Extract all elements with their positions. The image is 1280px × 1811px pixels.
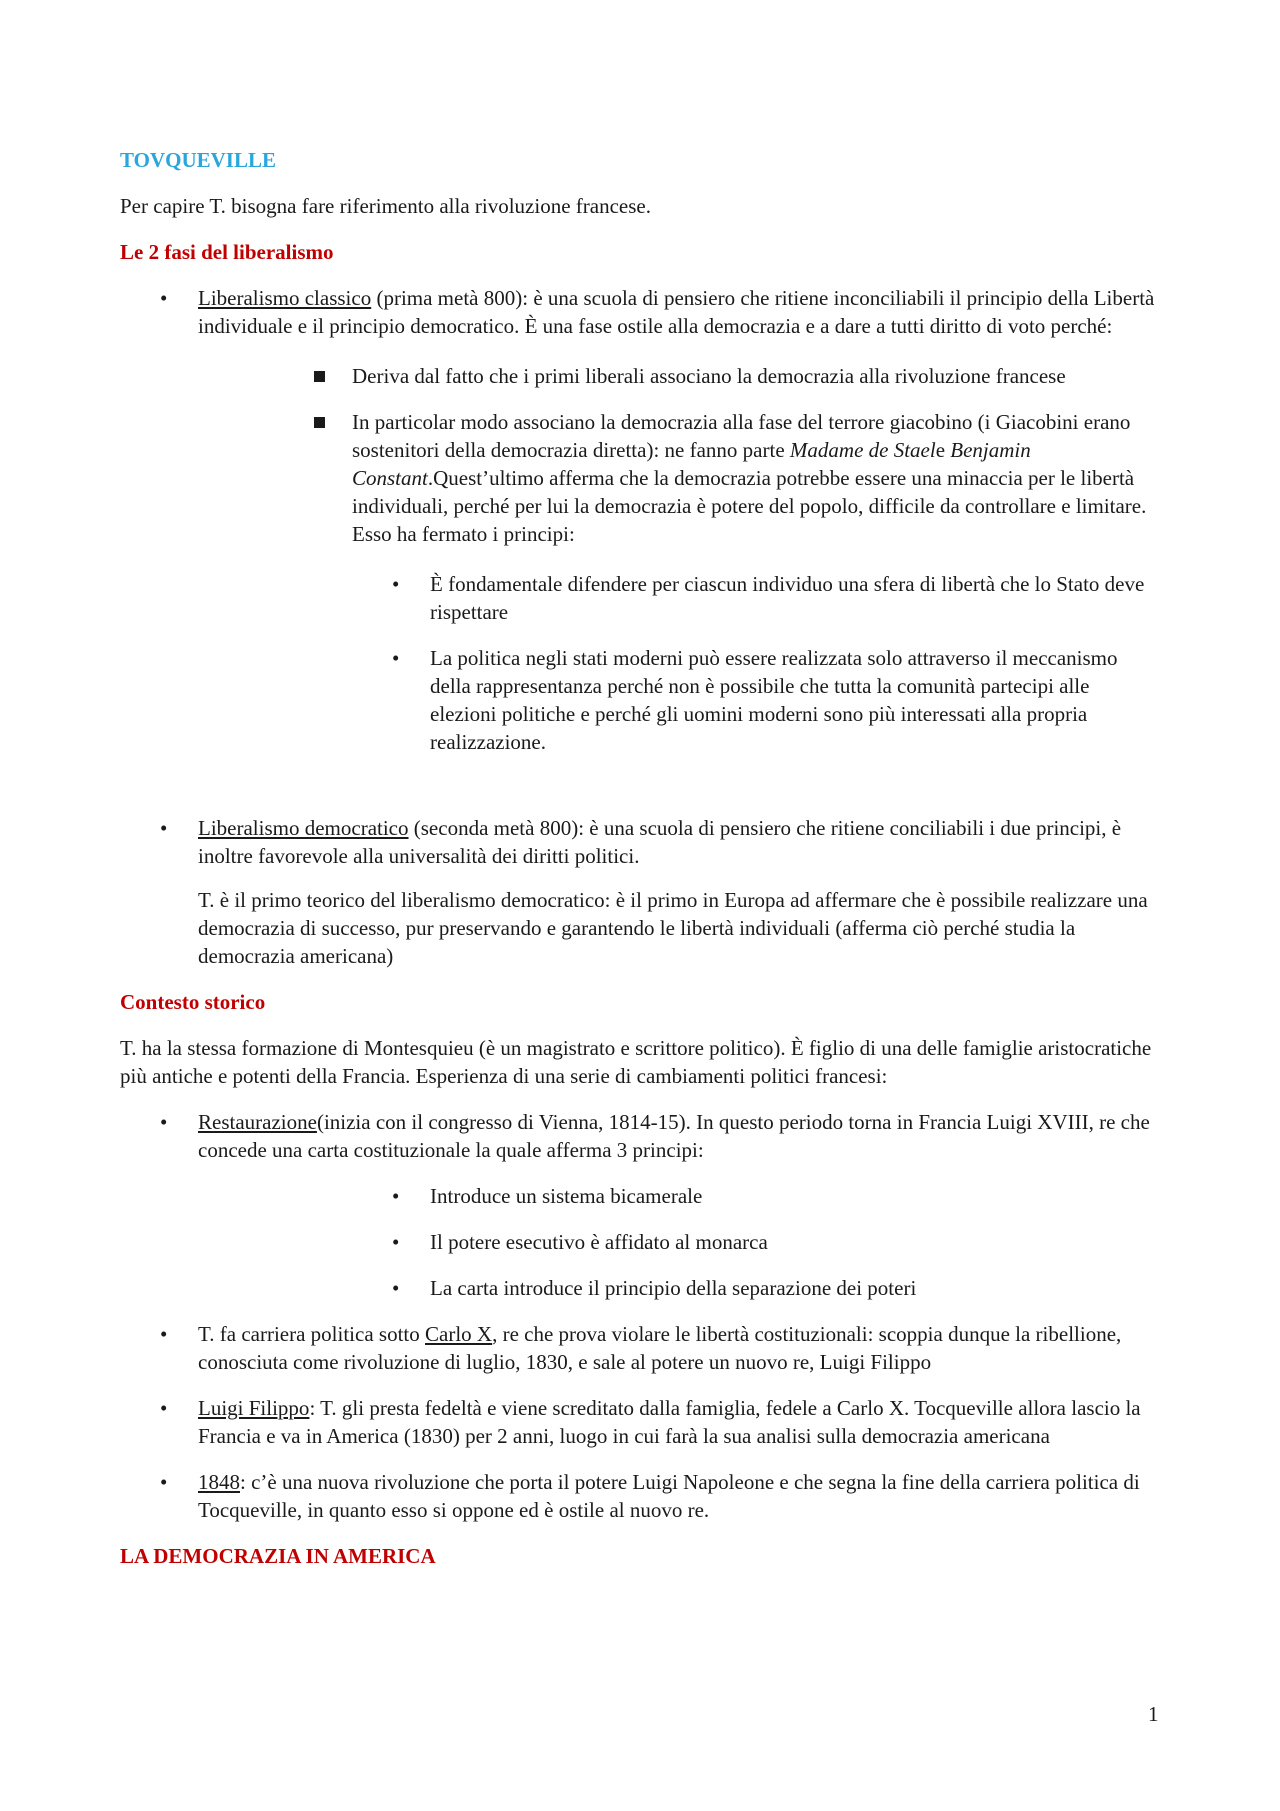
filippo-text: : T. gli presta fedeltà e viene screditato dalla famiglia, fedele a Carlo X. Tocqueville allora lascio la Francia e va in America (1830) per 2 anni, luogo in cui farà la sua analisi sulla democrazia americana xyxy=(198,1396,1141,1448)
document-title: TOVQUEVILLE xyxy=(120,148,276,172)
list-item-filippo xyxy=(198,1394,1160,1450)
section-heading-democrazia: LA DEMOCRAZIA IN AMERICA xyxy=(120,1544,436,1568)
carta-principle-item: • Il potere esecutivo è affidato al monarca xyxy=(430,1228,1160,1256)
carlo-text: , re che prova violare le libertà costituzionali: scoppia dunque la ribellione, conosciuta come rivoluzione di luglio, 1830, e sale al potere un nuovo re, Luigi Filippo xyxy=(198,1322,1122,1374)
sub-item-terrore xyxy=(352,408,1160,756)
section-heading-fasi: Le 2 fasi del liberalismo xyxy=(120,240,334,264)
section-heading-contesto: Contesto storico xyxy=(120,990,266,1014)
terrore-text-b: e xyxy=(935,438,951,462)
democratic-paragraph: T. è il primo teorico del liberalismo democratico: è il primo in Europa ad affermare che è possibile realizzare una democrazia di successo, pur preservando e garantendo le libertà individuali (afferma ciò perché studia la democrazia americana) xyxy=(198,888,1148,968)
liberalism-list xyxy=(120,284,1160,756)
principle-item: • La politica negli stati moderni può essere realizzata solo attraverso il meccanismo della rappresentanza perché non è possibile che tutta la comunità partecipi alle elezioni politiche e perché gli uomini moderni sono più interessati alla propria realizzazione. xyxy=(430,644,1160,756)
page-number: 1 xyxy=(1148,1702,1159,1726)
liberalism-list-2 xyxy=(120,814,1160,970)
contesto-paragraph: T. ha la stessa formazione di Montesquieu (è un magistrato e scrittore politico). È figlio di una delle famiglie aristocratiche più antiche e potenti della Francia. Esperienza di una serie di cambiamenti politici francesi: xyxy=(120,1036,1152,1088)
principle-item: • È fondamentale difendere per ciascun individuo una sfera di libertà che lo Stato deve rispettare xyxy=(430,570,1160,626)
term-liberalismo-classico: Liberalismo classico xyxy=(198,286,372,310)
carta-principle-item: • La carta introduce il principio della separazione dei poteri xyxy=(430,1274,1160,1302)
classic-sublist xyxy=(198,362,1160,756)
term-liberalismo-democratico: Liberalismo democratico xyxy=(198,816,409,840)
carta-principle-item: • Introduce un sistema bicamerale xyxy=(430,1182,1160,1210)
terrore-text-a: In particolar modo associano la democrazia alla fase del terrore giacobino (i Giacobini erano sostenitori della democrazia diretta): ne fanno parte xyxy=(352,410,1131,462)
document-page xyxy=(120,146,1160,1588)
list-item-classic xyxy=(198,284,1160,756)
term-carlo-x: Carlo X xyxy=(425,1322,493,1346)
sub-item-deriva-text: Deriva dal fatto che i primi liberali associano la democrazia alla rivoluzione francese xyxy=(352,364,1066,388)
madame-de-stael: Madame de Stael xyxy=(789,438,936,462)
carta-principles-list xyxy=(198,1182,1160,1302)
democratic-text: (seconda metà 800): è una scuola di pensiero che ritiene conciliabili i due principi, è inoltre favorevole alla universalità dei diritti politici. xyxy=(198,816,1122,868)
list-item-1848 xyxy=(198,1468,1160,1524)
benjamin-constant: Benjamin Constant xyxy=(352,438,1031,490)
term-1848: 1848 xyxy=(198,1470,240,1494)
classic-text: (prima metà 800): è una scuola di pensiero che ritiene inconciliabili il principio della Libertà individuale e il principio democratico. È una fase ostile alla democrazia e a dare a tutti diritto di voto perché: xyxy=(198,286,1155,338)
list-item-restaurazione xyxy=(198,1108,1160,1302)
spacer xyxy=(120,774,1160,814)
principles-list xyxy=(352,570,1160,756)
intro-paragraph: Per capire T. bisogna fare riferimento alla rivoluzione francese. xyxy=(120,194,651,218)
terrore-text-c: .Quest’ultimo afferma che la democrazia potrebbe essere una minaccia per le libertà individuali, perché per lui la democrazia è potere del popolo, difficile da controllare e limitare. Esso ha fermato i principi: xyxy=(352,466,1147,546)
y1848-text: : c’è una nuova rivoluzione che porta il potere Luigi Napoleone e che segna la fine della carriera politica di Tocqueville, in quanto esso si oppone ed è ostile al nuovo re. xyxy=(198,1470,1140,1522)
sub-item-deriva xyxy=(352,362,1160,390)
list-item-democratic xyxy=(198,814,1160,970)
restaurazione-text: (inizia con il congresso di Vienna, 1814-15). In questo periodo torna in Francia Luigi XVIII, re che concede una carta costituzionale la quale afferma 3 principi: xyxy=(198,1110,1150,1162)
history-list xyxy=(120,1108,1160,1524)
list-item-carlo xyxy=(198,1320,1160,1376)
term-restaurazione: Restaurazione xyxy=(198,1110,317,1134)
term-luigi-filippo: Luigi Filippo xyxy=(198,1396,310,1420)
carlo-pre: T. fa carriera politica sotto xyxy=(198,1322,426,1346)
